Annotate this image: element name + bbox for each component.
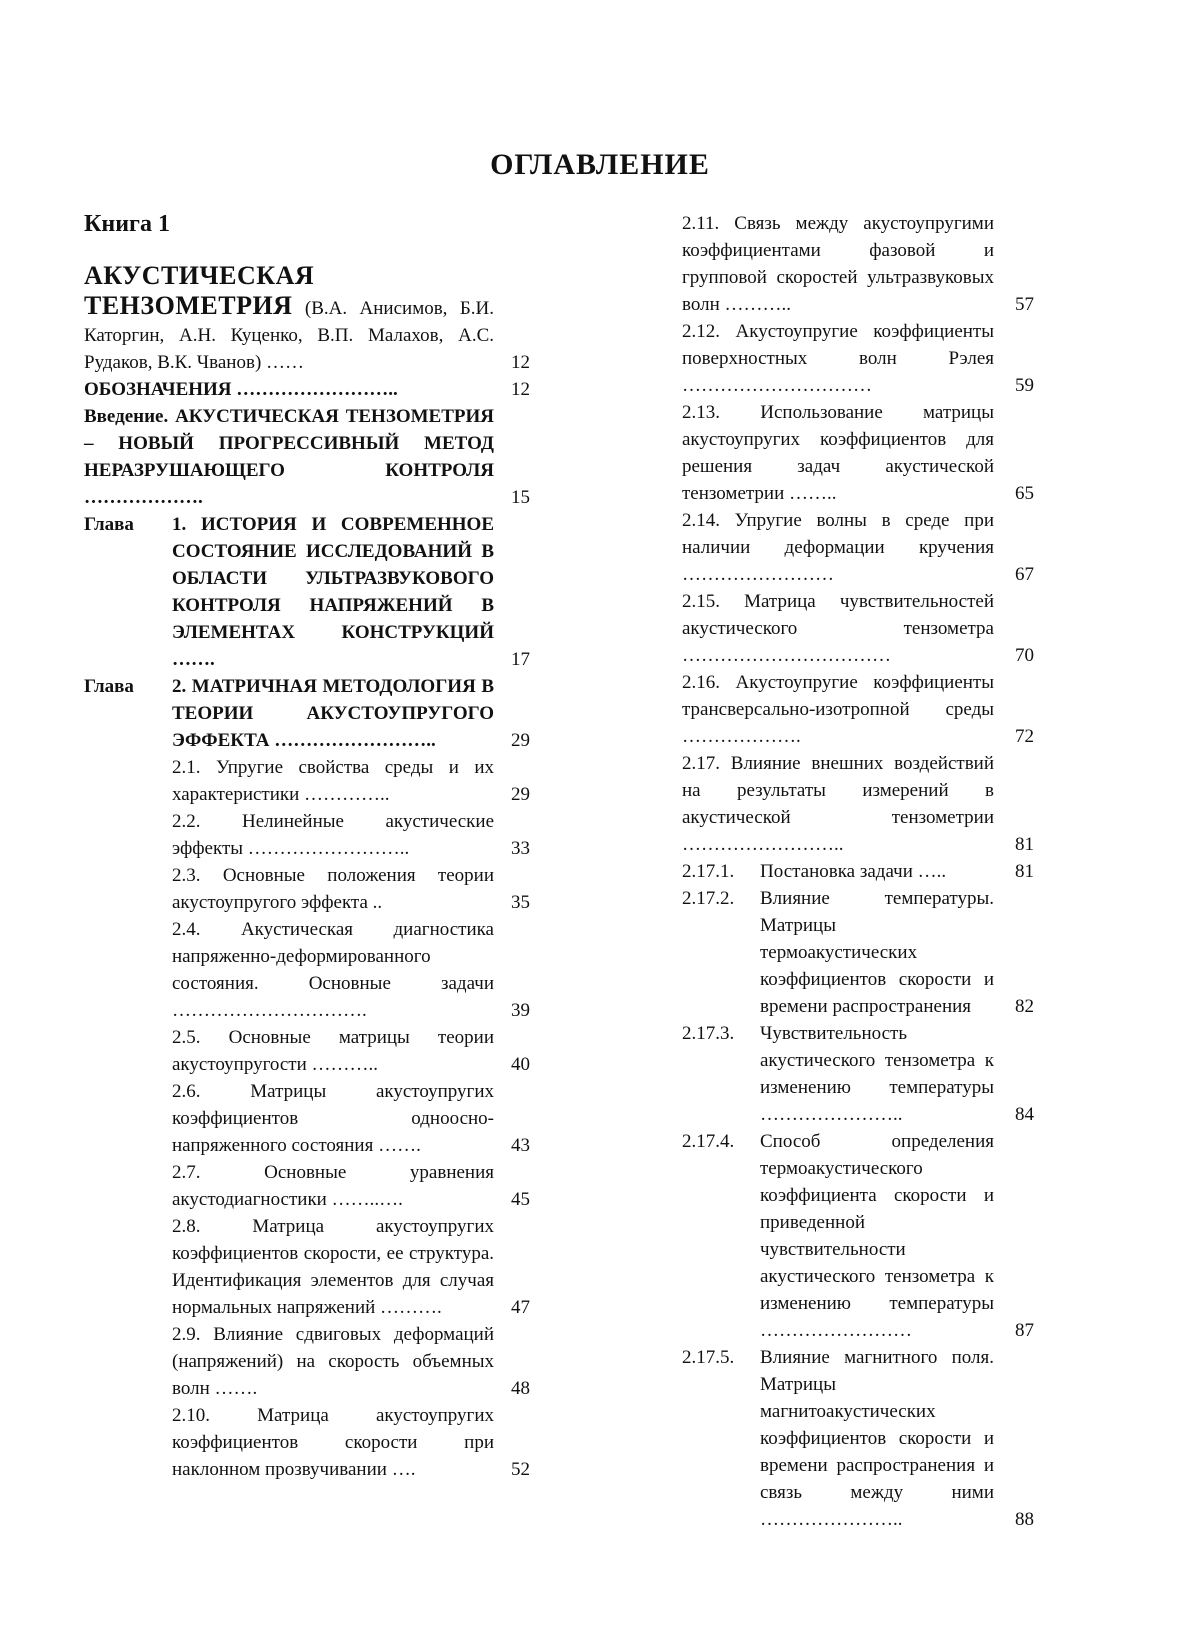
page-number: 70 [1015, 645, 1034, 666]
entry-text: 2.15. Матрица чувствительностей акустического тензометра …………………………… [682, 591, 994, 666]
page-number: 52 [511, 1459, 530, 1480]
page-number: 17 [511, 649, 530, 670]
page-number: 35 [511, 892, 530, 913]
entry-text: 2.5. Основные матрицы теории акустоупругости ……….. [172, 1027, 494, 1075]
page-number: 87 [1015, 1320, 1034, 1341]
entry-text: ОБОЗНАЧЕНИЯ …………………….. [84, 379, 398, 400]
chapter-label: Глава [84, 514, 134, 535]
section-number: 2.17.1. [682, 861, 735, 882]
page-number: 48 [511, 1378, 530, 1399]
toc-entry[interactable] [84, 1024, 530, 1078]
entry-text: 2.7. Основные уравнения акустодиагностики ……..…. [172, 1162, 494, 1210]
entry-text: 2.16. Акустоупругие коэффициенты трансверсально-изотропной среды ………………. [682, 672, 994, 747]
page-number: 12 [511, 379, 530, 400]
entry-text: 2.1. Упругие свойства среды и их характеристики ………….. [172, 757, 494, 805]
entry-text: 2.4. Акустическая диагностика напряженно-деформированного состояния. Основные задачи …………………………. [172, 919, 494, 1021]
page-number: 33 [511, 838, 530, 859]
page-number: 84 [1015, 1104, 1034, 1125]
toc-entry[interactable] [84, 1321, 530, 1402]
page-number: 47 [511, 1297, 530, 1318]
toc-right-column [682, 210, 1034, 1533]
entry-text: 2.13. Использование матрицы акустоупругих коэффициентов для решения задач акустической тензометрии …….. [682, 402, 994, 504]
page-number: 15 [511, 487, 530, 508]
page-number: 29 [511, 784, 530, 805]
section-number: 2.17.2. [682, 888, 735, 909]
page-number: 43 [511, 1135, 530, 1156]
page-number: 59 [1015, 375, 1034, 396]
page-number: 39 [511, 1000, 530, 1021]
intro-label: Введение. [84, 406, 169, 427]
entry-text: 2.3. Основные положения теории акустоупругого эффекта .. [172, 865, 494, 913]
toc-entry-book-title[interactable] [84, 262, 530, 376]
toc-entry[interactable] [84, 1159, 530, 1213]
entry-text: Влияние магнитного поля. Матрицы магнитоакустических коэффициентов скорости и времени распространения и связь между ними ………………….. [760, 1347, 994, 1530]
entry-text: 2. МАТРИЧНАЯ МЕТОДОЛОГИЯ В ТЕОРИИ АКУСТОУПРУГОГО ЭФФЕКТА …………………….. [172, 676, 494, 751]
page-number: 81 [1015, 834, 1034, 855]
page-number: 40 [511, 1054, 530, 1075]
entry-text: 2.11. Связь между акустоупругими коэффициентами фазовой и групповой скоростей ультразвуковых волн ……….. [682, 213, 994, 315]
page-number: 82 [1015, 996, 1034, 1017]
entry-text: 2.8. Матрица акустоупругих коэффициентов скорости, ее структура. Идентификация элементов для случая нормальных напряжений ………. [172, 1216, 494, 1318]
toc-subentry[interactable] [682, 1020, 1034, 1128]
page-title: ОГЛАВЛЕНИЕ [490, 148, 710, 181]
toc-entry[interactable] [84, 916, 530, 1024]
entry-text: Способ определения термоакустического коэффициента скорости и приведенной чувствительности акустического тензометра к изменению температуры …………………… [760, 1131, 994, 1341]
toc-entry-intro[interactable] [84, 403, 530, 511]
entry-text: 2.17. Влияние внешних воздействий на результаты измерений в акустической тензометрии …………………….. [682, 753, 994, 855]
toc-entry[interactable] [84, 862, 530, 916]
entry-text: Влияние температуры. Матрицы термоакустических коэффициентов скорости и времени распространения [760, 888, 994, 1017]
toc-entry-chapter-2[interactable] [84, 673, 530, 754]
toc-entry[interactable] [682, 750, 1034, 858]
toc-entry[interactable] [682, 588, 1034, 669]
page-number: 29 [511, 730, 530, 751]
toc-left-column [84, 210, 530, 1483]
toc-entry[interactable] [84, 1213, 530, 1321]
toc-entry[interactable] [682, 399, 1034, 507]
entry-text: 2.10. Матрица акустоупругих коэффициентов скорости при наклонном прозвучивании …. [172, 1405, 494, 1480]
section-number: 2.17.4. [682, 1131, 735, 1152]
toc-entry[interactable] [84, 808, 530, 862]
page-number: 67 [1015, 564, 1034, 585]
toc-entry[interactable] [682, 507, 1034, 588]
page-number: 57 [1015, 294, 1034, 315]
page-number: 65 [1015, 483, 1034, 504]
toc-subentry[interactable] [682, 1128, 1034, 1344]
toc-entry[interactable] [682, 318, 1034, 399]
toc-entry[interactable] [84, 754, 530, 808]
entry-text: 2.9. Влияние сдвиговых деформаций (напряжений) на скорость объемных волн ……. [172, 1324, 494, 1399]
book-authors: (В.А. Анисимов, Б.И. Каторгин, А.Н. Куценко, В.П. Малахов, А.С. Рудаков, В.К. Чванов) …… [84, 298, 494, 373]
section-number: 2.17.5. [682, 1347, 735, 1368]
page-number: 81 [1015, 861, 1034, 882]
page-number: 45 [511, 1189, 530, 1210]
toc-entry[interactable] [84, 1078, 530, 1159]
page-number: 72 [1015, 726, 1034, 747]
toc-entry-notation[interactable] [84, 376, 530, 403]
entry-text: 2.12. Акустоупругие коэффициенты поверхностных волн Рэлея ………………………… [682, 321, 994, 396]
toc-entry[interactable] [682, 210, 1034, 318]
toc-subentry[interactable] [682, 885, 1034, 1020]
toc-subentry[interactable] [682, 858, 1034, 885]
page-number: 88 [1015, 1509, 1034, 1530]
toc-entry-chapter-1[interactable] [84, 511, 530, 673]
book-title-line2: ТЕНЗОМЕТРИЯ [84, 291, 293, 320]
entry-text: 2.6. Матрицы акустоупругих коэффициентов одноосно-напряженного состояния ……. [172, 1081, 494, 1156]
entry-text: 2.2. Нелинейные акустические эффекты …………………….. [172, 811, 494, 859]
book-title-line1: АКУСТИЧЕСКАЯ [84, 261, 315, 290]
toc-entry[interactable] [682, 669, 1034, 750]
entry-text: Постановка задачи ….. [760, 861, 947, 882]
entry-text: 2.14. Упругие волны в среде при наличии деформации кручения …………………… [682, 510, 994, 585]
section-number: 2.17.3. [682, 1023, 735, 1044]
entry-text: АКУСТИЧЕСКАЯ ТЕНЗОМЕТРИЯ – НОВЫЙ ПРОГРЕССИВНЫЙ МЕТОД НЕРАЗРУШАЮЩЕГО КОНТРОЛЯ ………………. [84, 406, 495, 508]
toc-entry[interactable] [84, 1402, 530, 1483]
entry-text: 1. ИСТОРИЯ И СОВРЕМЕННОЕ СОСТОЯНИЕ ИССЛЕДОВАНИЙ В ОБЛАСТИ УЛЬТРАЗВУКОВОГО КОНТРОЛЯ НАПРЯЖЕНИЙ В ЭЛЕМЕНТАХ КОНСТРУКЦИЙ ……. [172, 514, 494, 670]
entry-text: Чувствительность акустического тензометра к изменению температуры ………………….. [760, 1023, 994, 1125]
toc-subentry[interactable] [682, 1344, 1034, 1533]
book-heading: Книга 1 [84, 211, 170, 237]
page-number: 12 [511, 352, 530, 373]
chapter-label: Глава [84, 676, 134, 697]
